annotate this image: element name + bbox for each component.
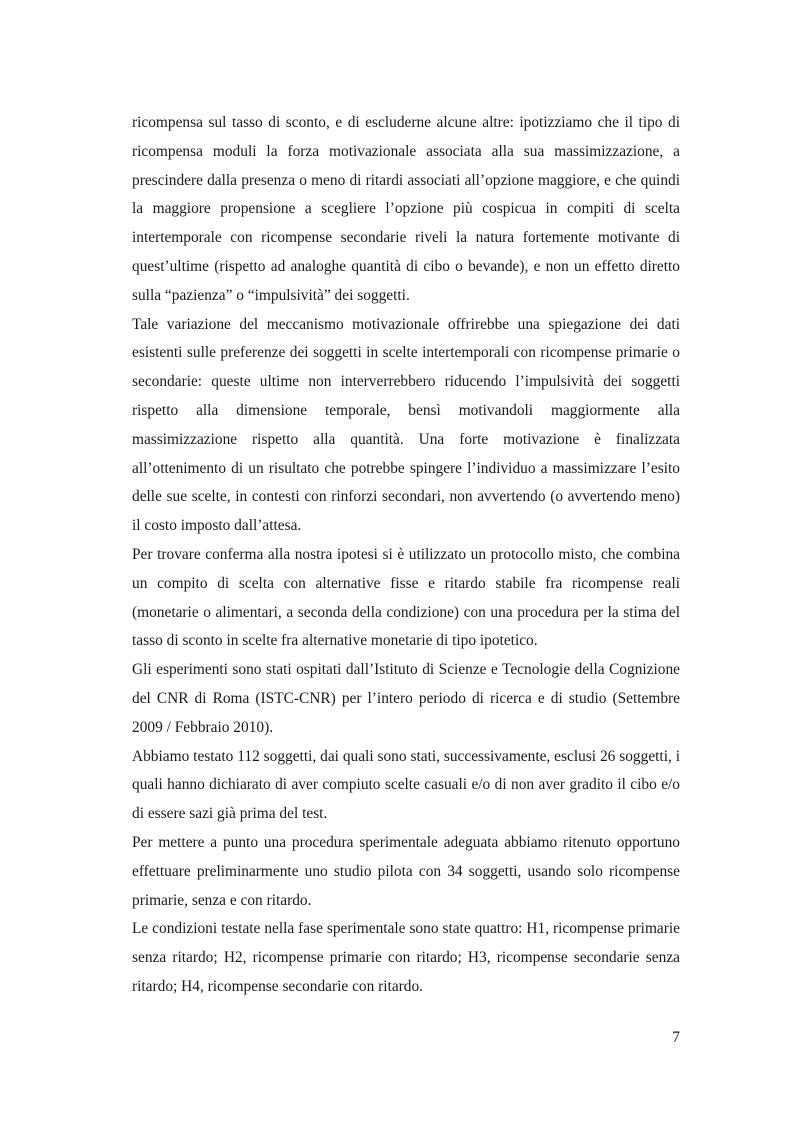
paragraph-5: Abbiamo testato 112 soggetti, dai quali sono stati, successivamente, esclusi 26 soggetti, i quali hanno dichiarato di aver compiuto scelte casuali e/o di non aver gradito il cibo e/o di essere sazi già prima del test.	[132, 747, 680, 823]
paragraph-1: ricompensa sul tasso di sconto, e di escluderne alcune altre: ipotizziamo che il tipo di ricompensa moduli la forza motivazionale associata alla sua massimizzazione, a prescindere dalla presenza o meno di ritardi associati all’opzione maggiore, e che quindi la maggiore propensione a scegliere l’opzione più cospicua in compiti di scelta intertemporale con ricompense secondarie riveli la natura fortemente motivante di quest’ultime (rispetto ad analoghe quantità di cibo o bevande), e non un effetto diretto sulla “pazienza” o “impulsività” dei soggetti.	[132, 114, 680, 304]
paragraph-6: Per mettere a punto una procedura sperimentale adeguata abbiamo ritenuto opportuno effettuare preliminarmente uno studio pilota con 34 soggetti, usando solo ricompense primarie, senza e con ritardo.	[132, 833, 680, 909]
paragraph-4: Gli esperimenti sono stati ospitati dall’Istituto di Scienze e Tecnologie della Cognizione del CNR di Roma (ISTC-CNR) per l’intero periodo di ricerca e di studio (Settembre 2009 / Febbraio 2010).	[132, 661, 680, 736]
body-text	[132, 109, 680, 1002]
paragraph-7: Le condizioni testate nella fase sperimentale sono state quattro: H1, ricompense primarie senza ritardo; H2, ricompense primarie con ritardo; H3, ricompense secondarie senza ritardo; H4, ricompense secondarie con ritardo.	[132, 920, 680, 995]
page-number: 7	[672, 1029, 680, 1046]
paragraph-3: Per trovare conferma alla nostra ipotesi si è utilizzato un protocollo misto, che combina un compito di scelta con alternative fisse e ritardo stabile fra ricompense reali (monetarie o alimentari, a seconda della condizione) con una procedura per la stima del tasso di sconto in scelte fra alternative monetarie di tipo ipotetico.	[132, 545, 680, 650]
paragraph-2: Tale variazione del meccanismo motivazionale offrirebbe una spiegazione dei dati esistenti sulle preferenze dei soggetti in scelte intertemporali con ricompense primarie o secondarie: queste ultime non interverrebbero riducendo l’impulsività dei soggetti rispetto alla dimensione temporale, bensì motivandoli maggiormente alla massimizzazione rispetto alla quantità. Una forte motivazione è finalizzata all’ottenimento di un risultato che potrebbe spingere l’individuo a massimizzare l’esito delle sue scelte, in contesti con rinforzi secondari, non avvertendo (o avvertendo meno) il costo imposto dall’attesa.	[132, 315, 680, 535]
